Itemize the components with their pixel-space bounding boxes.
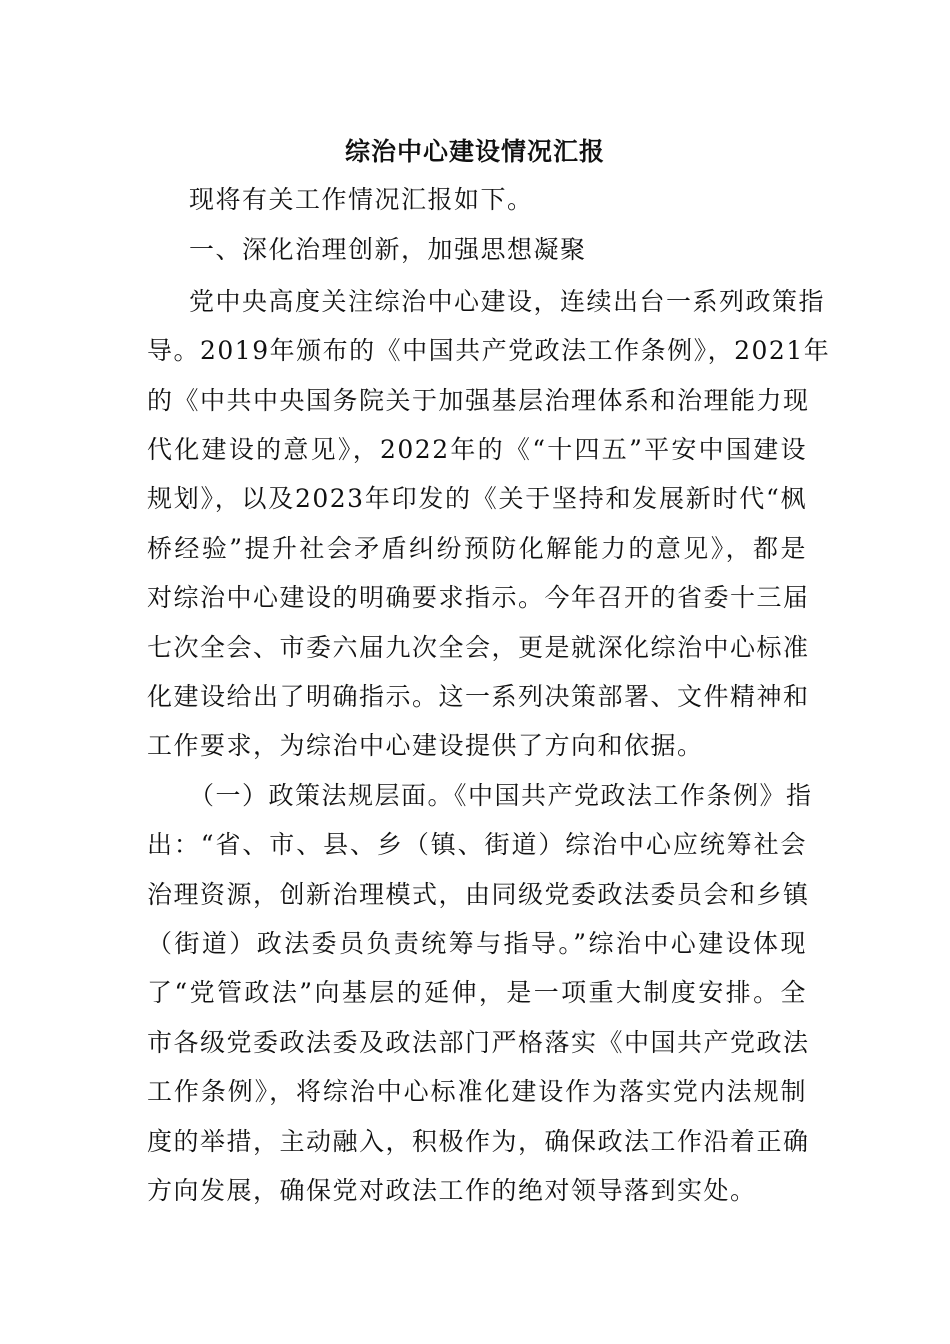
paragraph-line: 了“党管政法”向基层的延伸，是一项重大制度安排。全 bbox=[147, 978, 807, 1007]
document-title: 综治中心建设情况汇报 bbox=[344, 137, 605, 166]
paragraph-line: 桥经验”提升社会矛盾纠纷预防化解能力的意见》，都是 bbox=[147, 534, 807, 563]
paragraph-line: 工作条例》，将综治中心标准化建设作为落实党内法规制 bbox=[147, 1077, 807, 1106]
paragraph-line: 代化建设的意见》，2022年的《“十四五”平安中国建设 bbox=[147, 435, 807, 464]
subsection-heading-line: （一）政策法规层面。《中国共产党政法工作条例》指 bbox=[189, 781, 813, 810]
paragraph-line: （街道）政法委员负责统筹与指导。”综治中心建设体现 bbox=[147, 929, 807, 958]
paragraph-line: 的《中共中央国务院关于加强基层治理体系和治理能力现 bbox=[147, 386, 810, 415]
paragraph-intro-line: 现将有关工作情况汇报如下。 bbox=[189, 185, 534, 214]
paragraph-line: 市各级党委政法委及政法部门严格落实《中国共产党政法 bbox=[147, 1028, 810, 1057]
paragraph-line: 七次全会、市委六届九次全会，更是就深化综治中心标准 bbox=[147, 633, 810, 662]
paragraph-line: 化建设给出了明确指示。这一系列决策部署、文件精神和 bbox=[147, 682, 810, 711]
paragraph-line: 工作要求，为综治中心建设提供了方向和依据。 bbox=[147, 731, 704, 760]
section-heading-one: 一、深化治理创新，加强思想凝聚 bbox=[189, 235, 587, 264]
paragraph-line: 出：“省、市、县、乡（镇、街道）综治中心应统筹社会 bbox=[147, 830, 807, 859]
paragraph-line: 度的举措，主动融入，积极作为，确保政法工作沿着正确 bbox=[147, 1127, 810, 1156]
paragraph-line: 导。2019年颁布的《中国共产党政法工作条例》，2021年 bbox=[147, 336, 831, 365]
paragraph-line: 规划》，以及2023年印发的《关于坚持和发展新时代“枫 bbox=[147, 484, 807, 513]
paragraph-line: 党中央高度关注综治中心建设，连续出台一系列政策指 bbox=[189, 287, 826, 316]
paragraph-line: 方向发展，确保党对政法工作的绝对领导落到实处。 bbox=[147, 1176, 757, 1205]
paragraph-line: 对综治中心建设的明确要求指示。今年召开的省委十三届 bbox=[147, 583, 810, 612]
paragraph-line: 治理资源，创新治理模式，由同级党委政法委员会和乡镇 bbox=[147, 880, 810, 909]
